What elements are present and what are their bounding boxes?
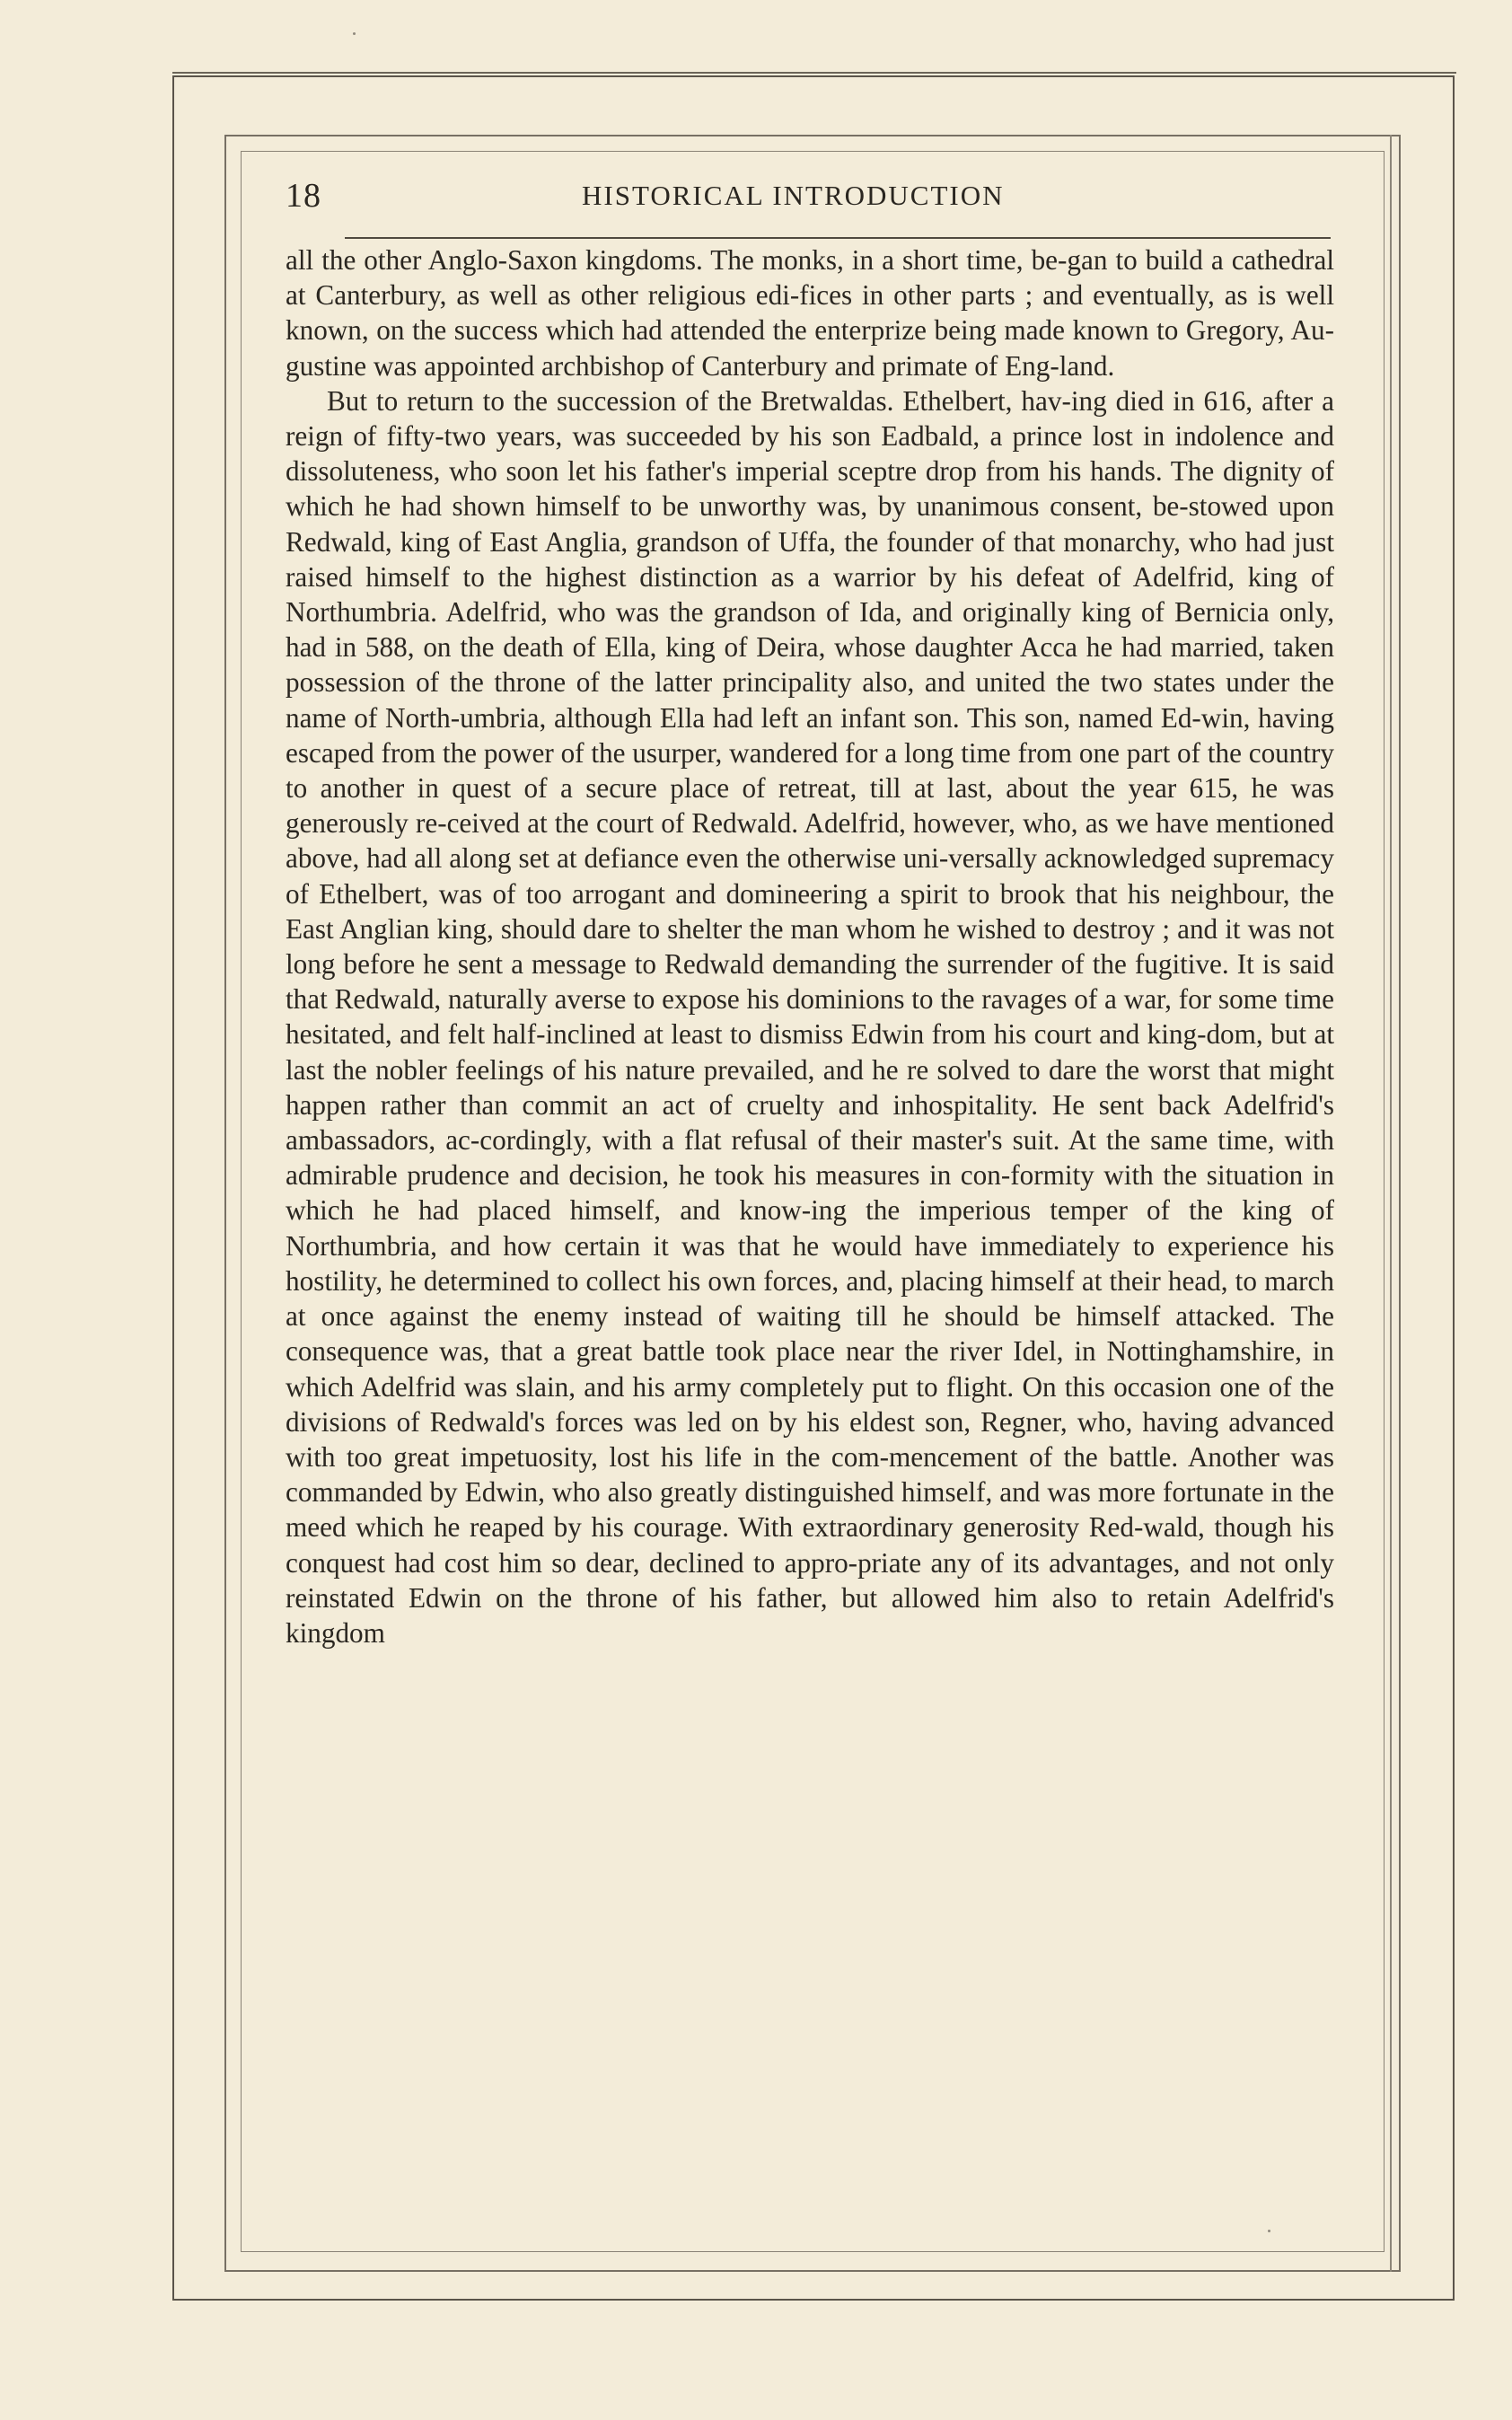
paragraph: But to return to the succession of the Bretwaldas. Ethelbert, hav-ing died in 616, after a reign of fifty-two years, was succeeded by his son Eadbald, a prince lost in indolence and dissoluteness, who soon let his father's imperial sceptre drop from his hands. The dignity of which he had shown himself to be unworthy was, by unanimous consent, be-stowed upon Redwald, king of East Anglia, grandson of Uffa, the founder of that monarchy, who had just raised himself to the highest distinction as a warrior by his defeat of Adelfrid, king of Northumbria. Adelfrid, who was the grandson of Ida, and originally king of Bernicia only, had in 588, on the death of Ella, king of Deira, whose daughter Acca he had married, taken possession of the throne of the latter principality also, and united the two states under the name of North-umbria, although Ella had left an infant son. This son, named Ed-win, having escaped from the power of the usurper, wandered for a long time from one part of the country to another in quest of a secure place of retreat, till at last, about the year 615, he was generously re-ceived at the court of Redwald. Adelfrid, however, who, as we have mentioned above, had all along set at defiance even the otherwise uni-versally acknowledged supremacy of Ethelbert, was of too arrogant and domineering a spirit to brook that his neighbour, the East Anglian king, should dare to shelter the man whom he wished to destroy ; and it was not long before he sent a message to Redwald demanding the surrender of the fugitive. It is said that Redwald, naturally averse to expose his dominions to the ravages of a war, for some time hesitated, and felt half-inclined at least to dismiss Edwin from his court and king-dom, but at last the nobler feelings of his nature prevailed, and he re solved to dare the worst that might happen rather than commit an act of cruelty and inhospitality. He sent back Adelfrid's ambassadors, ac-cordingly, with a flat refusal of their master's suit. At the same time, with admirable prudence and decision, he took his measures in con-formity with the situation in which he had placed himself, and know-ing the imperious temper of the king of Northumbria, and how certain it was that he would have immediately to experience his hostility, he determined to collect his own forces, and, placing himself at their head, to march at once against the enemy instead of waiting till he should be himself attacked. The consequence was, that a great battle took place near the river Idel, in Nottinghamshire, in which Adelfrid was slain, and his army completely put to flight. On this occasion one of the divisions of Redwald's forces was led on by his eldest son, Regner, who, having advanced with too great impetuosity, lost his life in the com-mencement of the battle. Another was commanded by Edwin, who also greatly distinguished himself, and was more fortunate in the meed which he reaped by his courage. With extraordinary generosity Red-wald, though his conquest had cost him so dear, declined to appro-priate any of its advantages, and not only reinstated Edwin on the throne of his father, but allowed him also to retain Adelfrid's kingdom [286,384,1334,1649]
page-speck [1268,2230,1270,2232]
page-number: 18 [286,177,321,215]
page-speck [353,32,356,35]
right-border-rule [1390,135,1392,2272]
paragraph: all the other Anglo-Saxon kingdoms. The monks, in a short time, be-gan to build a cathedral at Canterbury, as well as other religious edi-fices in other parts ; and eventually, as is well known, on the success which had attended the enterprize being made known to Gregory, Au-gustine was appointed archbishop of Canterbury and primate of Eng-land. [286,244,1334,382]
running-head-title: HISTORICAL INTRODUCTION [582,180,1005,211]
outer-border-top-rule [172,72,1456,74]
running-head [286,176,1338,230]
body-text [286,242,1334,2173]
header-rule [345,237,1331,239]
